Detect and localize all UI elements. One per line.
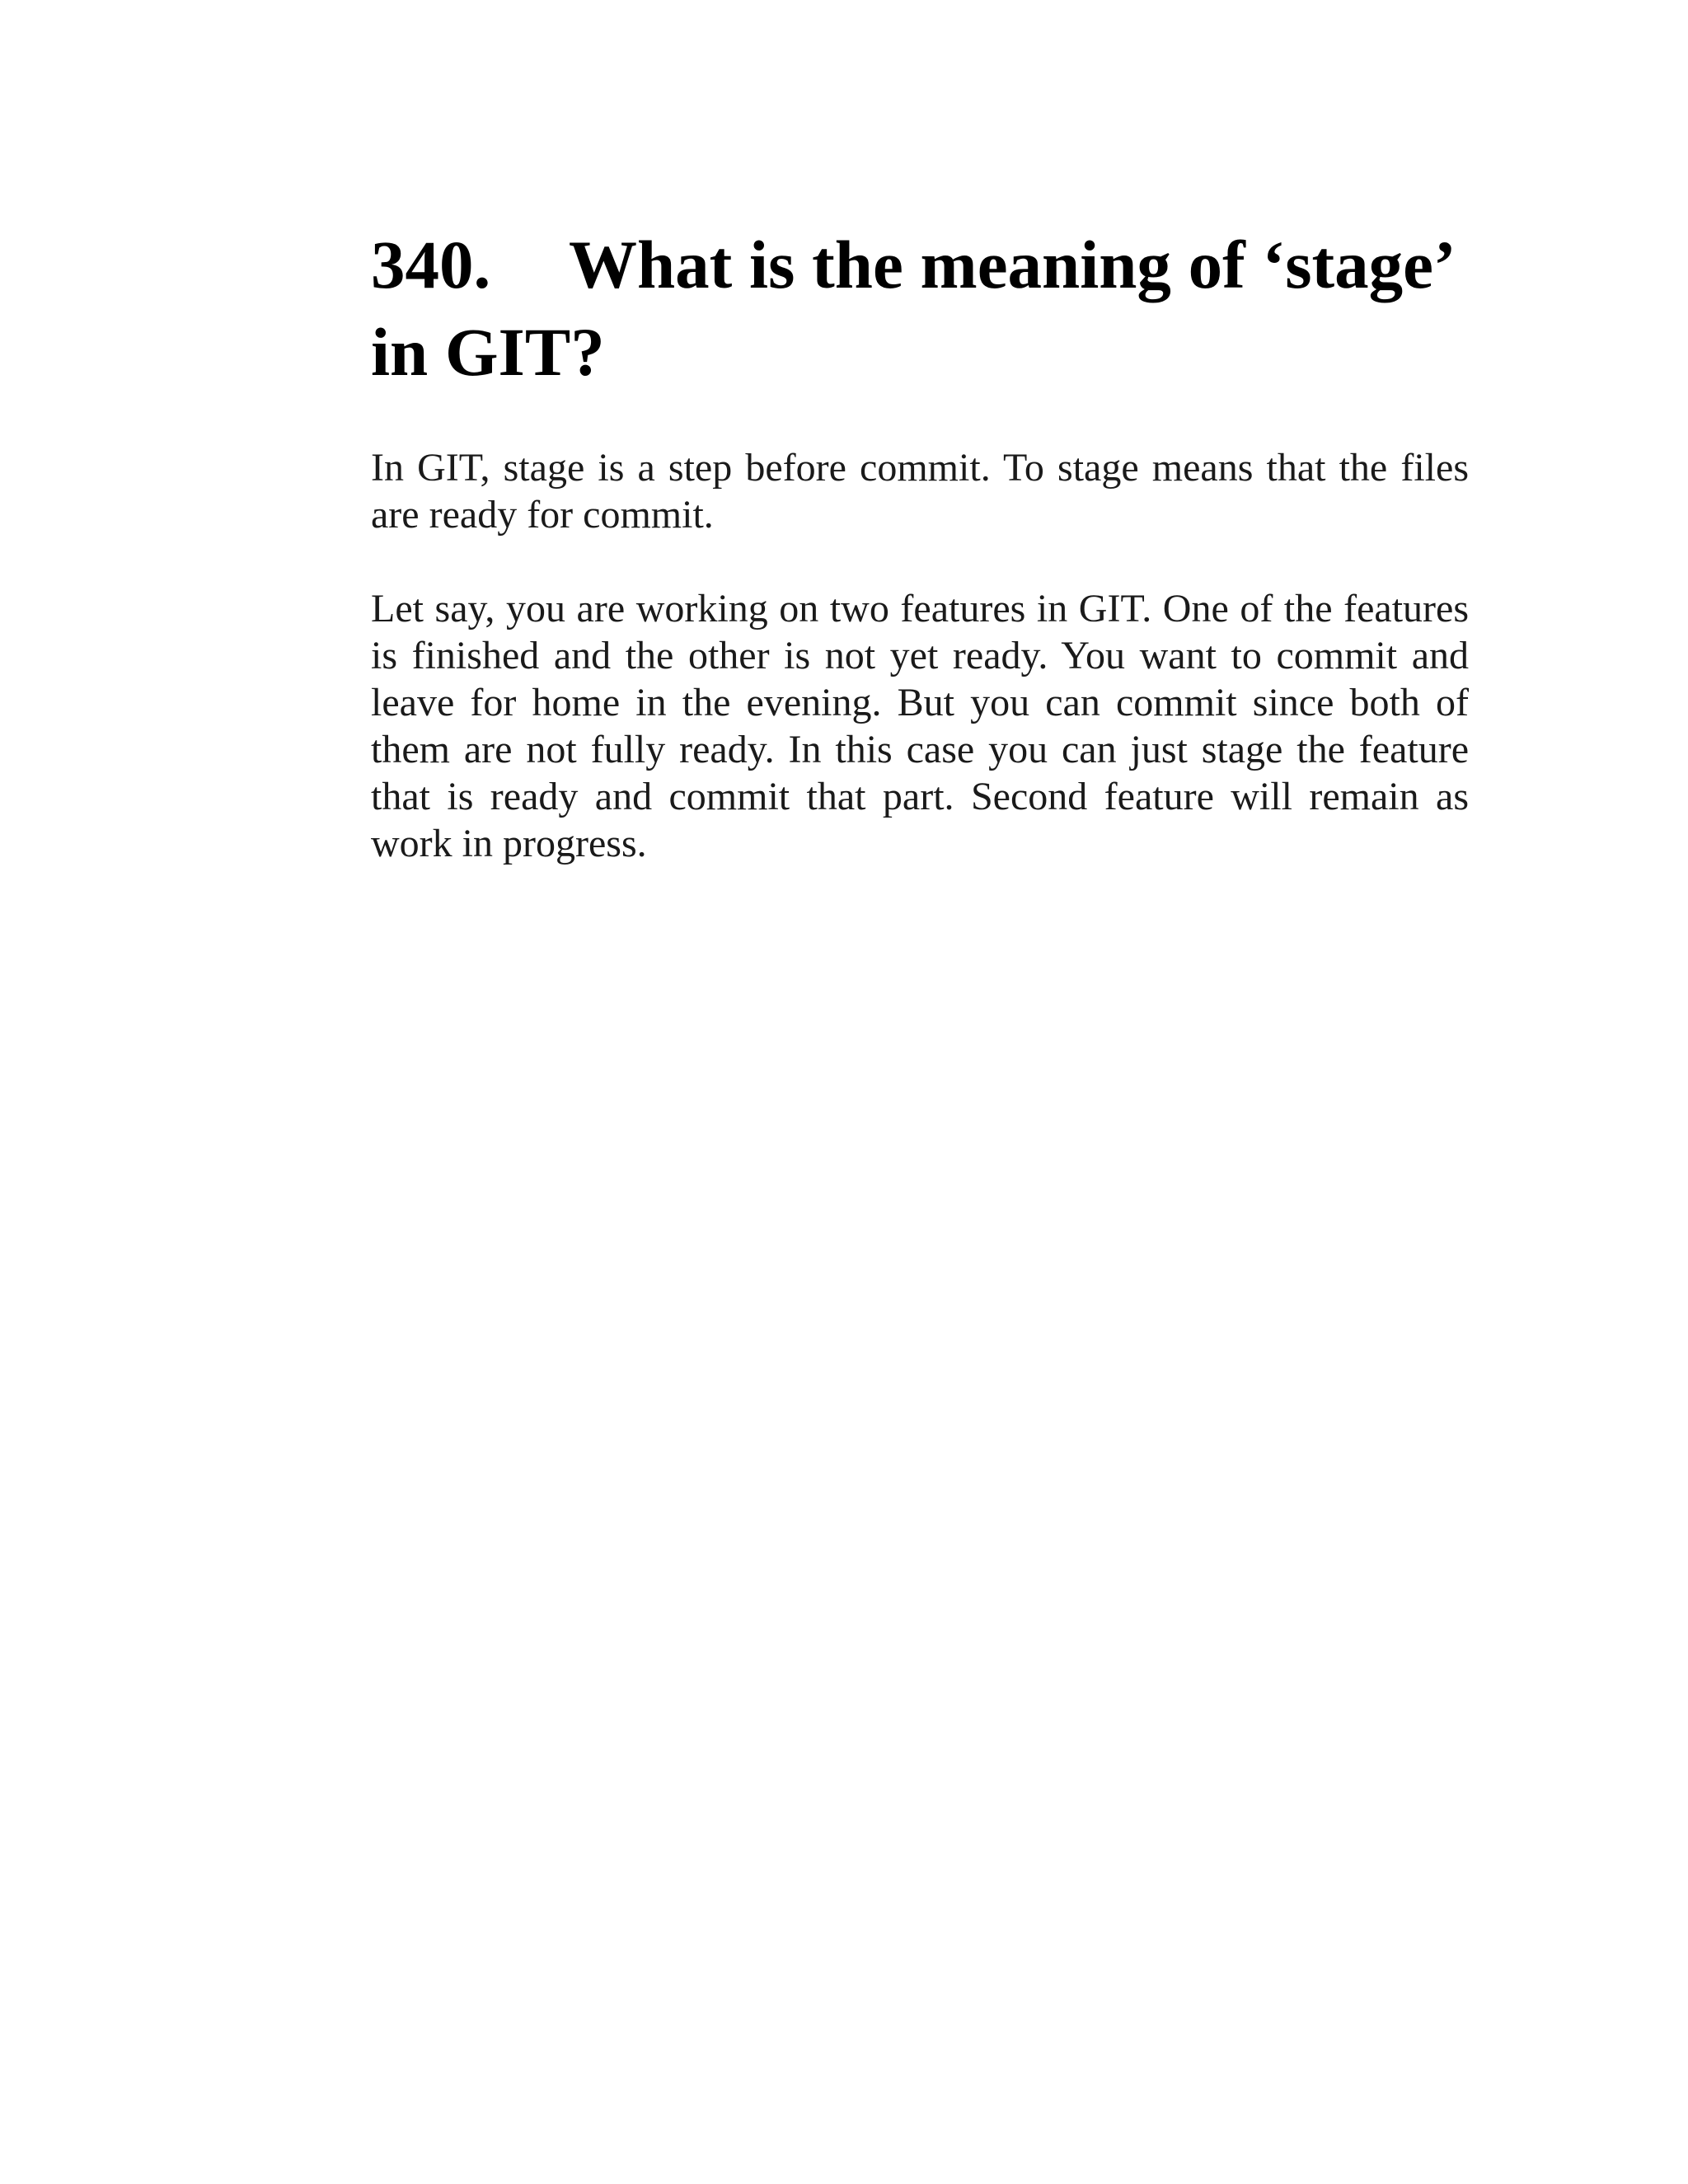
content-block: [371, 221, 1469, 867]
question-number: 340.: [371, 227, 491, 302]
answer-paragraph-1: In GIT, stage is a step before commit. To stage means that the files are ready for commit.: [371, 446, 1469, 537]
question-title: What is the meaning of ‘stage’ in GIT?: [371, 227, 1451, 390]
question-heading: [371, 221, 1469, 396]
answer-paragraph-2: Let say, you are working on two features in GIT. One of the features is finished and the other is not yet ready. You want to commit and leave for home in the evening. But you can commit since both of them are not fully ready. In this case you can just stage the feature that is ready and commit that part. Second feature will remain as work in progress.: [371, 587, 1469, 865]
